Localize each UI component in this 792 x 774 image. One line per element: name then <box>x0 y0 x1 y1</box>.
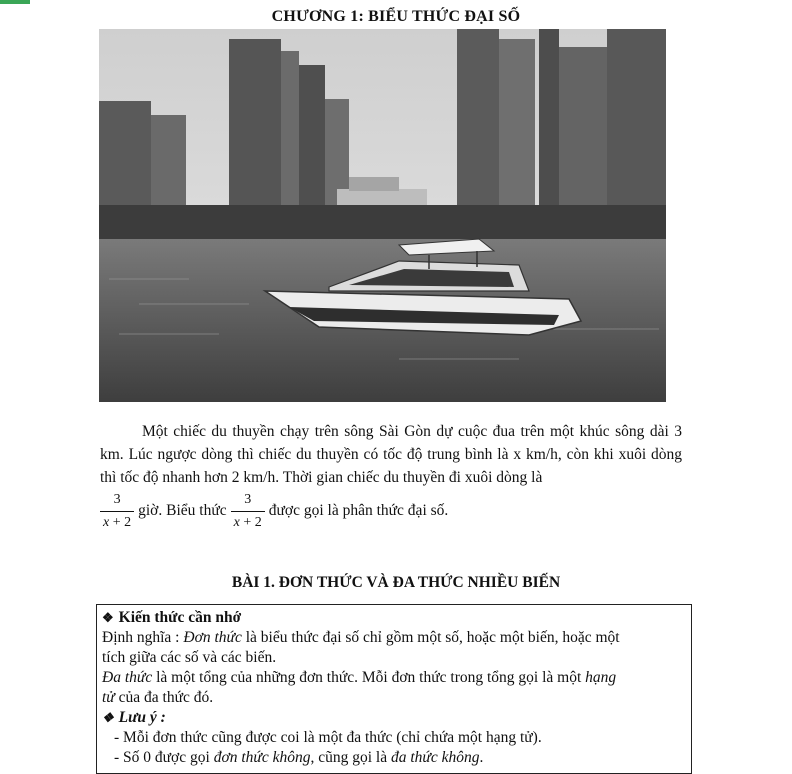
fraction-numerator: 3 <box>113 491 121 507</box>
lesson-title: BÀI 1. ĐƠN THỨC VÀ ĐA THỨC NHIỀU BIẾN <box>231 574 561 591</box>
intro-sentence-2: Lúc ngược dòng thì chiếc du thuyền có tốc độ trung bình là x km/h, còn khi xuôi dòng thì tốc độ nhanh hơn 2 km/h. <box>100 446 683 486</box>
knowledge-heading: ❖ Kiến thức cần nhớ <box>102 609 242 626</box>
chapter-title: CHƯƠNG 1: BIỂU THỨC ĐẠI SỐ <box>271 8 521 25</box>
fraction-numerator: 3 <box>244 491 252 507</box>
diamond-bullet-icon: ❖ <box>102 610 114 625</box>
fraction-denominator: x + 2 <box>100 511 134 532</box>
intro-sentence-3: Thời gian chiếc du thuyền đi xuôi dòng là <box>282 469 543 486</box>
fraction-expression <box>231 491 265 532</box>
fraction-denominator: x + 2 <box>231 511 265 532</box>
intro-paragraph <box>100 420 682 489</box>
note-item-1: - Mỗi đơn thức cũng được coi là một đa thức (chỉ chứa một hạng tử). <box>114 729 542 746</box>
knowledge-box <box>96 604 692 774</box>
note-heading: ❖ Lưu ý : <box>102 709 166 726</box>
intro-sentence-1: Một chiếc du thuyền chạy trên sông Sài Gòn dự cuộc đua trên một khúc sông dài 3 km. <box>100 423 682 463</box>
polynomial-line-2: tử của đa thức đó. <box>102 689 214 706</box>
text-end: được gọi là phân thức đại số. <box>268 502 449 519</box>
formula-line <box>96 486 448 536</box>
note-item-2: - Số 0 được gọi đơn thức không, cũng gọi là đa thức không. <box>114 749 484 766</box>
definition-line-1: Định nghĩa : Đơn thức là biểu thức đại số chỉ gồm một số, hoặc một biến, hoặc một <box>102 629 620 646</box>
definition-line-2: tích giữa các số và các biến. <box>102 649 277 666</box>
polynomial-line-1: Đa thức là một tổng của những đơn thức. Mỗi đơn thức trong tổng gọi là một hạng <box>102 669 617 686</box>
page-accent-bar <box>0 0 30 4</box>
diamond-bullet-icon: ❖ <box>102 710 114 725</box>
yacht-photo <box>99 29 666 402</box>
yacht-photo-illustration <box>99 29 666 402</box>
fraction-time <box>100 491 134 532</box>
text-hours: giờ. Biểu thức <box>138 502 227 519</box>
